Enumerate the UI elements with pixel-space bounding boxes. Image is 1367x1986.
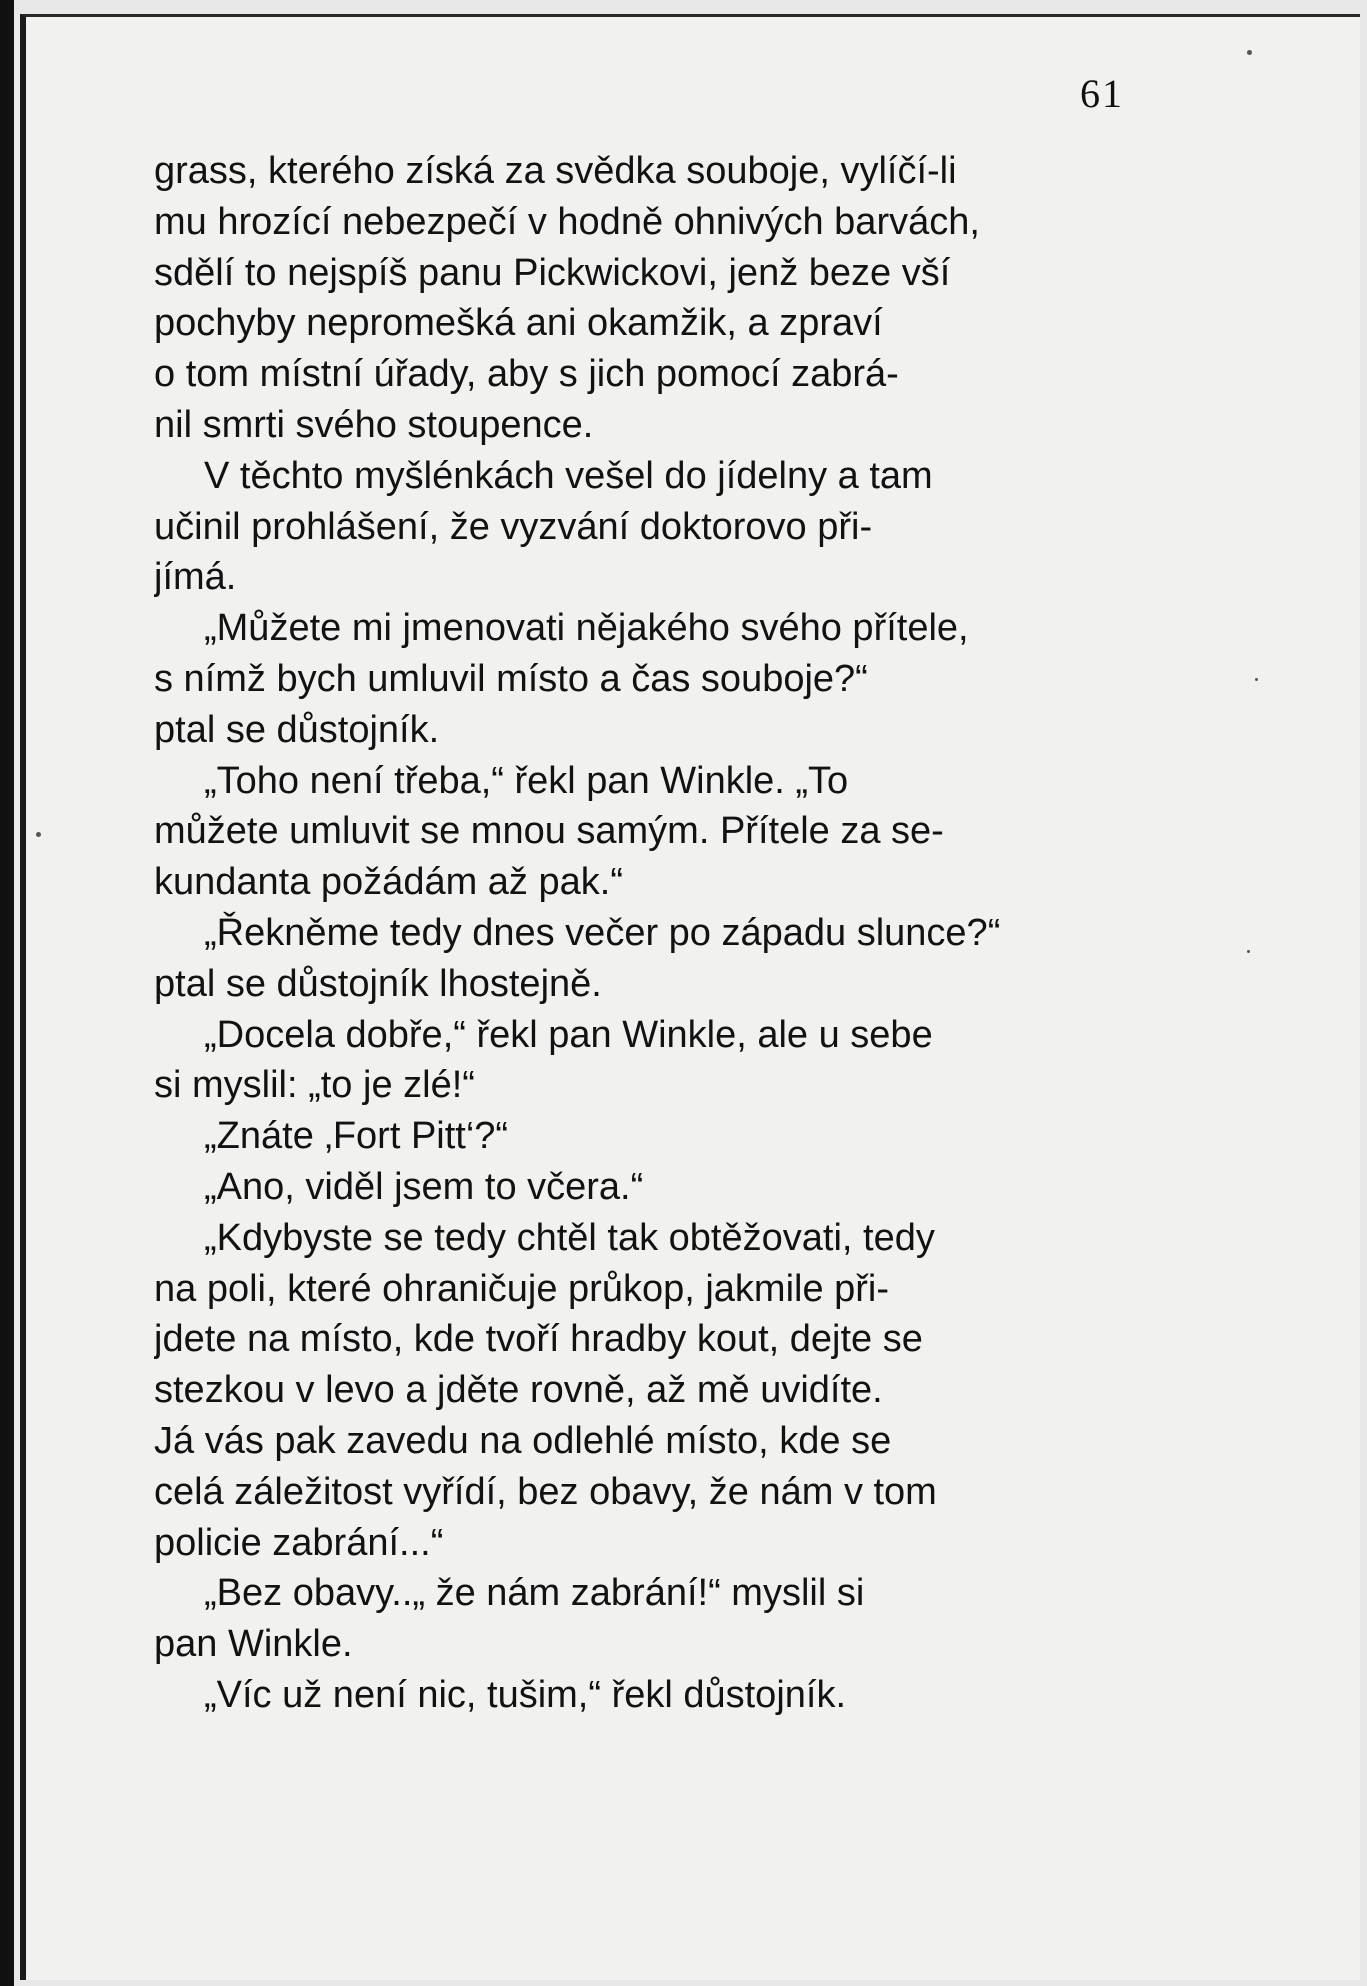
text-line: pochyby nepromešká ani okamžik, a zpraví (154, 302, 883, 345)
text-line: učinil prohlášení, že vyzvání doktorovo při- (154, 505, 873, 548)
paper-speck (1247, 50, 1252, 55)
text-line: nil smrti svého stoupence. (154, 403, 594, 446)
text-line: Já vás pak zavedu na odlehlé místo, kde se (154, 1419, 892, 1462)
text-line: V těchto myšlénkách vešel do jídelny a tam (204, 454, 933, 497)
text-line: pan Winkle. (154, 1623, 353, 1666)
text-line: „Docela dobře,“ řekl pan Winkle, ale u sebe (204, 1013, 933, 1056)
text-line: na poli, které ohraničuje průkop, jakmile při- (154, 1267, 890, 1310)
text-line: „Toho není třeba,“ řekl pan Winkle. „To (204, 759, 849, 802)
paper-speck (36, 832, 41, 837)
text-line: si myslil: „to je zlé!“ (154, 1064, 475, 1107)
text-line: sdělí to nejspíš panu Pickwickovi, jenž beze vší (154, 251, 951, 294)
text-line: grass, kterého získá za svědka souboje, vylíčí-li (154, 150, 957, 192)
text-line: „Řekněme tedy dnes večer po západu slunce?“ (204, 911, 1001, 954)
text-line: „Bez obavy..„ že nám zabrání!“ myslil si (204, 1572, 865, 1615)
text-line: celá záležitost vyřídí, bez obavy, že nám v tom (154, 1470, 937, 1513)
text-line: o tom místní úřady, aby s jich pomocí zabrá- (154, 353, 899, 396)
text-line: můžete umluvit se mnou samým. Přítele za se- (154, 810, 944, 853)
text-line: s nímž bych umluvil místo a čas souboje?“ (154, 657, 868, 700)
text-line: „Můžete mi jmenovati nějakého svého přítele, (204, 607, 969, 650)
text-line: kundanta požádám až pak.“ (154, 861, 623, 904)
text-line: „Víc už není nic, tušim,“ řekl důstojník. (204, 1673, 847, 1716)
body-text (154, 146, 1139, 1721)
text-line: mu hrozící nebezpečí v hodně ohnivých barvách, (154, 200, 980, 243)
text-line: „Znáte ‚Fort Pitt‘?“ (204, 1115, 509, 1158)
text-line: jdete na místo, kde tvoří hradby kout, dejte se (154, 1318, 923, 1361)
paper-speck (1255, 678, 1258, 681)
text-line: ptal se důstojník. (154, 708, 440, 751)
text-line: „Kdybyste se tedy chtěl tak obtěžovati, tedy (204, 1216, 935, 1259)
book-spine-edge (0, 0, 14, 1986)
text-line: ptal se důstojník lhostejně. (154, 962, 602, 1005)
text-line: jímá. (154, 556, 237, 599)
text-line: policie zabrání...“ (154, 1521, 444, 1564)
page-number: 61 (1080, 71, 1124, 116)
text-line: stezkou v levo a jděte rovně, až mě uvidíte. (154, 1369, 883, 1412)
text-line: „Ano, viděl jsem to včera.“ (204, 1165, 644, 1208)
paper-speck (1247, 950, 1250, 953)
